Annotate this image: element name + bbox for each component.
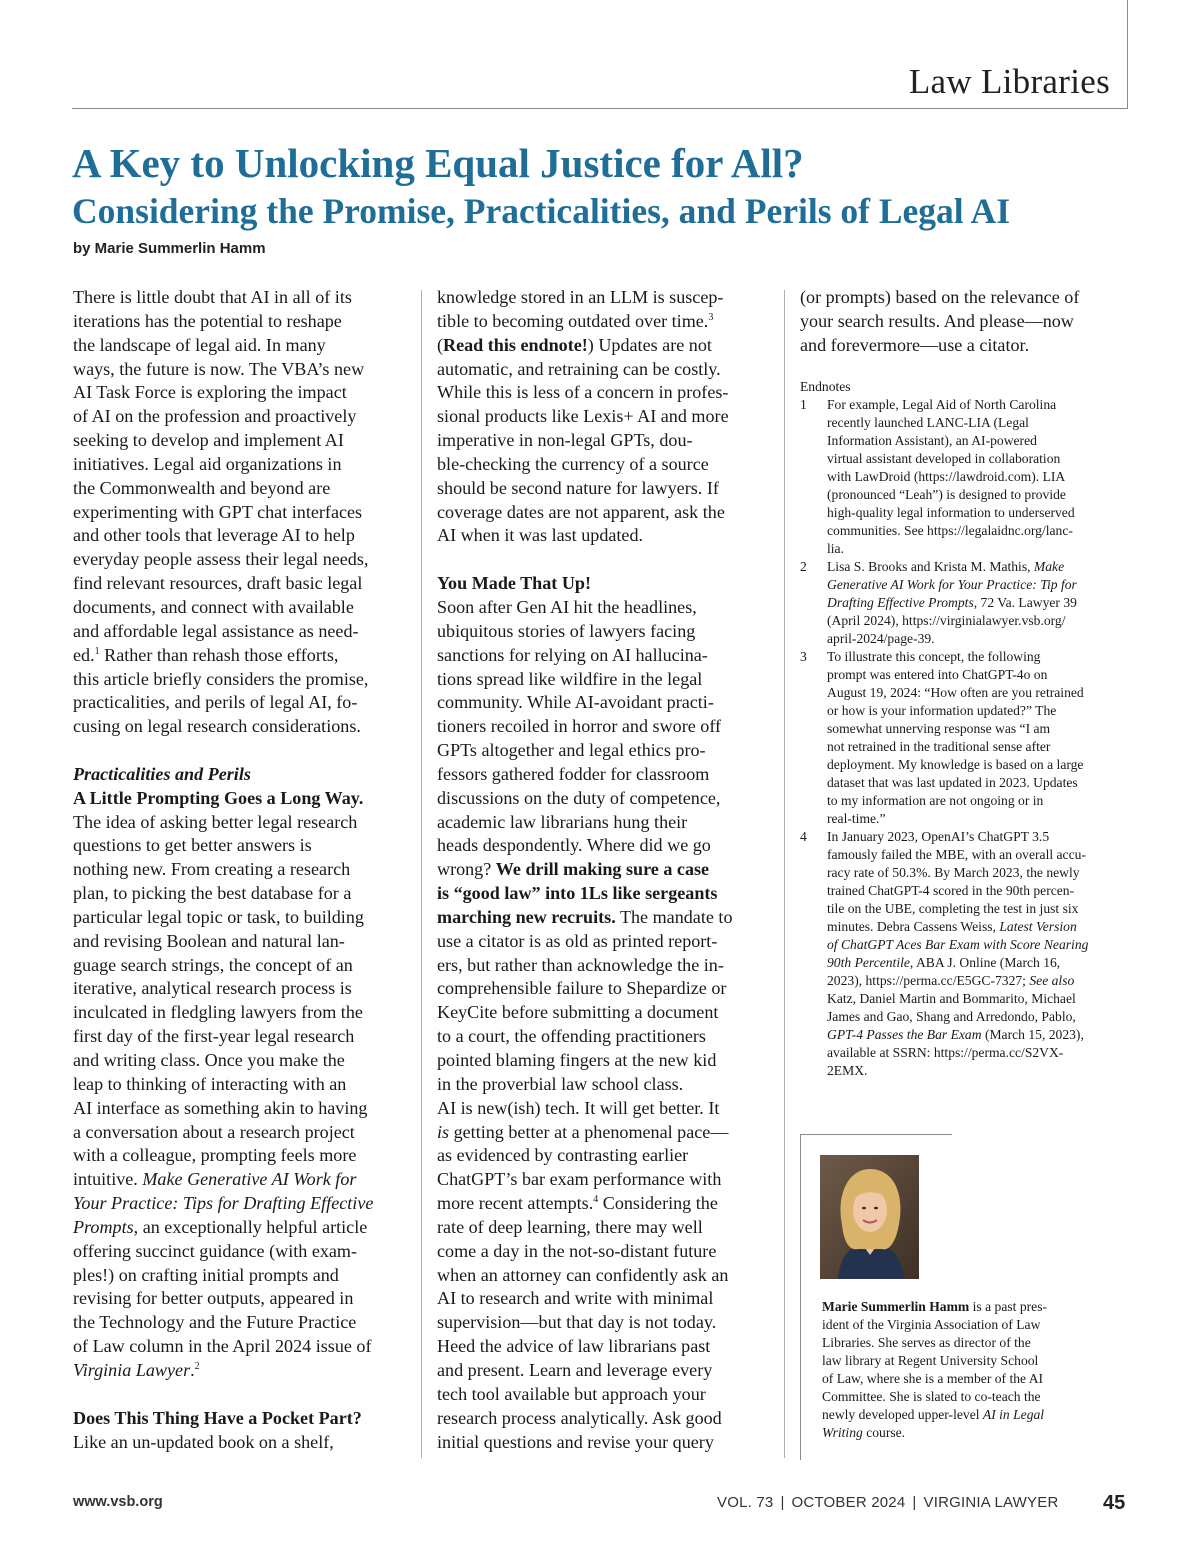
text-line: Soon after Gen AI hit the headlines, (437, 596, 697, 617)
text-line: tech tool available but approach your (437, 1383, 706, 1404)
text-line: when an attorney can confidently ask an (437, 1264, 729, 1285)
byline: by Marie Summerlin Hamm (73, 240, 266, 257)
text-line: iterative, analytical research process is (73, 978, 352, 999)
text-line: ble-checking the currency of a source (437, 453, 709, 474)
issue-date: OCTOBER 2024 (791, 1494, 906, 1511)
volume: VOL. 73 (717, 1494, 774, 1511)
article-title: A Key to Unlocking Equal Justice for All? (72, 140, 804, 186)
text-line: and other tools that leverage AI to help (73, 525, 355, 546)
text-line: of AI on the profession and proactively (73, 406, 357, 427)
endnote-ref-1[interactable]: 1 (94, 645, 100, 657)
text-line: GPTs altogether and legal ethics pro- (437, 740, 706, 761)
author-portrait-image (820, 1155, 919, 1279)
text-line: tioners recoiled in horror and swore off (437, 716, 722, 737)
text-line: ways, the future is now. The VBA’s new (73, 358, 365, 379)
text-line: find relevant resources, draft basic legal (73, 573, 363, 594)
text-line: everyday people assess their legal needs, (73, 549, 369, 570)
text-line: and revising Boolean and natural lan- (73, 930, 345, 951)
text-line: tions spread like wildfire in the legal (437, 668, 703, 689)
text-line: particular legal topic or task, to building (73, 906, 364, 927)
text-line: in the proverbial law school class. (437, 1073, 684, 1094)
text-line: AI is new(ish) tech. It will get better. It (437, 1097, 720, 1118)
text-line: more recent attempts.$^4$ Considering the (437, 1193, 718, 1214)
intro-paragraph (73, 286, 413, 739)
text-line: ples!) on crafting initial prompts and (73, 1264, 339, 1285)
endnote-4: 4 In January 2023, OpenAI’s ChatGPT 3.5 famously failed the MBE, with an overall accu- racy rate of 50.3%. By March 2023, the newly trained ChatGPT-4 scored in the 90th percen- tile on the UBE, completing the test in just six minutes. Debra Cassens Weiss, Latest Version of ChatGPT Aces Bar Exam with Score Nearing 90th Percentile, ABA J. Online (March 16, 2023), https://perma.cc/E5GC-7327; See also Katz, Daniel Martin and Bommarito, Michael James and Gao, Shang and Arredondo, Pablo, GPT-4 Passes the Bar Exam (March 15, 2023), available at SSRN: https://perma.cc/S2VX- 2EMX. (800, 829, 1089, 1078)
endnote-number: 3 (800, 649, 807, 664)
subsection-heading: Does This Thing Have a Pocket Part? (73, 1407, 362, 1428)
text-line: cusing on legal research considerations. (73, 716, 361, 737)
text-line: guage search strings, the concept of an (73, 954, 353, 975)
text-line: questions to get better answers is (73, 835, 312, 856)
text-line: AI Task Force is exploring the impact (73, 382, 347, 403)
text-line: as evidenced by contrasting earlier (437, 1145, 689, 1166)
text-line: seeking to develop and implement AI (73, 430, 344, 451)
text-line: is getting better at a phenomenal pace— (437, 1121, 729, 1142)
text-line: AI when it was last updated. (437, 525, 644, 546)
column-1 (73, 286, 413, 1454)
text-line: and present. Learn and leverage every (437, 1359, 713, 1380)
text-line: documents, and connect with available (73, 596, 354, 617)
text-line: coverage dates are not apparent, ask the (437, 501, 725, 522)
text-line: KeyCite before submitting a document (437, 1002, 719, 1023)
endnote-2: 2 Lisa S. Brooks and Krista M. Mathis, Make Generative AI Work for Your Practice: Tip for Drafting Effective Prompts, 72 Va. Lawyer 39 (April 2024), https://virginialawyer.vsb.org/ april-2024/page-39. (800, 559, 1077, 646)
text-line: There is little doubt that AI in all of its (73, 287, 352, 307)
text-line: knowledge stored in an LLM is suscep- (437, 287, 724, 307)
text-line: comprehensible failure to Shepardize or (437, 978, 727, 999)
footer-issue-info: VOL. 73 | OCTOBER 2024 | VIRGINIA LAWYER (717, 1494, 1059, 1511)
text-line: supervision—but that day is not today. (437, 1312, 717, 1333)
text-line: Heed the advice of law librarians past (437, 1336, 711, 1357)
endnote-ref-2[interactable]: 2 (194, 1360, 200, 1372)
author-name: Marie Summerlin Hamm (822, 1299, 970, 1314)
text-line: sanctions for relying on AI hallucina- (437, 644, 708, 665)
endnote-ref-4[interactable]: 4 (593, 1194, 599, 1206)
endnote-number: 4 (800, 829, 807, 844)
text-line: tible to becoming outdated over time.$^3$ (437, 310, 714, 331)
text-line: revising for better outputs, appeared in (73, 1288, 354, 1309)
text-line: discussions on the duty of competence, (437, 787, 721, 808)
text-line: rate of deep learning, there may well (437, 1216, 703, 1237)
text-line: sional products like Lexis+ AI and more (437, 406, 729, 427)
publication-name: VIRGINIA LAWYER (923, 1494, 1059, 1511)
text-line: and writing class. Once you make the (73, 1050, 345, 1070)
endnote-ref-3[interactable]: 3 (708, 311, 714, 323)
endnote-3: 3 To illustrate this concept, the following prompt was entered into ChatGPT-4o on August 19, 2024: “How often are you retrained or how is your information updated?” The somewhat unnerving response was “I am not retrained in the traditional sense after deployment. My knowledge is based on a large dataset that was last updated in 2023. Updates to my information are not ongoing or in real-time.” (800, 649, 1084, 826)
text-line: your search results. And please—now (800, 310, 1074, 331)
text-line: Prompts, an exceptionally helpful article (73, 1216, 368, 1237)
text-line: ers, but rather than acknowledge the in- (437, 954, 724, 975)
column-2 (437, 286, 767, 1454)
text-line: and affordable legal assistance as need- (73, 620, 359, 641)
section-heading: Practicalities and Perils (73, 763, 251, 784)
text-line: initiatives. Legal aid organizations in (73, 453, 342, 474)
text-line: ChatGPT’s bar exam performance with (437, 1169, 722, 1190)
text-line: the Technology and the Future Practice (73, 1312, 357, 1333)
column-divider (421, 290, 422, 1458)
endnotes (800, 378, 1130, 1080)
endnote-1: 1 For example, Legal Aid of North Carolina recently launched LANC-LIA (Legal Information Assistant), an AI-powered virtual assistant developed in collaboration with LawDroid (https://lawdroid.com). LIA (pronounced “Leah”) is designed to provide high-quality legal information to underserved communities. See https://legalaidnc.org/lanc- lia. (800, 397, 1075, 556)
text-line: nothing new. From creating a research (73, 859, 351, 880)
text-line: Your Practice: Tips for Drafting Effective (73, 1193, 374, 1214)
header-horizontal-rule (72, 108, 1128, 109)
photo-frame-rule (800, 1134, 952, 1135)
text-line: ubiquitous stories of lawyers facing (437, 620, 696, 641)
prompting-paragraph (73, 811, 413, 1383)
text-line: automatic, and retraining can be costly. (437, 358, 721, 379)
text-line: to a court, the offending practitioners (437, 1026, 706, 1047)
text-line: fessors gathered fodder for classroom (437, 763, 710, 784)
text-line: wrong? We drill making sure a case (437, 859, 710, 880)
author-photo (820, 1155, 919, 1279)
text-line: research process analytically. Ask good (437, 1407, 722, 1428)
text-line: the Commonwealth and beyond are (73, 477, 331, 498)
column-3 (800, 286, 1126, 358)
text-line: ed.$^1$ Rather than rehash those efforts, (73, 644, 339, 665)
section-label: Law Libraries (908, 62, 1110, 101)
text-line: leap to thinking of interacting with an (73, 1073, 347, 1094)
text-line: and forevermore—use a citator. (800, 334, 1030, 355)
text-line: of Law column in the April 2024 issue of (73, 1336, 372, 1357)
text-line: community. While AI-avoidant practi- (437, 692, 714, 713)
text-line: (Read this endnote!) Updates are not (437, 334, 712, 355)
text-line: heads despondently. Where did we go (437, 835, 711, 856)
header-vertical-rule (1127, 0, 1128, 108)
text-line: iterations has the potential to reshape (73, 310, 342, 331)
author-bio: Marie Summerlin Hamm is a past pres- ident of the Virginia Association of Law Libraries. She serves as director of the law library at Regent University School of Law, where she is a member of the AI Committee. She is slated to co-teach the newly developed upper-level AI in Legal Writing course. (822, 1299, 1048, 1440)
text-line: offering succinct guidance (with exam- (73, 1240, 358, 1261)
text-line: imperative in non-legal GPTs, dou- (437, 430, 693, 451)
text-line: experimenting with GPT chat interfaces (73, 501, 363, 522)
text-line: intuitive. Make Generative AI Work for (73, 1169, 357, 1190)
text-line: inculcated in fledgling lawyers from the (73, 1002, 363, 1023)
column-divider (784, 290, 785, 1458)
page-number: 45 (1103, 1492, 1126, 1514)
text-line: The idea of asking better legal research (73, 811, 358, 832)
text-line: should be second nature for lawyers. If (437, 477, 719, 498)
subsection-heading: You Made That Up! (437, 573, 591, 594)
endnote-number: 1 (800, 397, 807, 412)
text-line: initial questions and revise your query (437, 1431, 714, 1452)
text-line: plan, to picking the best database for a (73, 883, 352, 904)
article-subtitle: Considering the Promise, Practicalities, and Perils of Legal AI (72, 191, 1011, 231)
endnotes-heading: Endnotes (800, 379, 851, 394)
text-line: first day of the first-year legal research (73, 1026, 355, 1047)
footer-url[interactable]: www.vsb.org (73, 1494, 163, 1510)
text-line: AI interface as something akin to having (73, 1097, 368, 1118)
text-line: come a day in the not-so-distant future (437, 1240, 717, 1261)
endnote-number: 2 (800, 559, 807, 574)
text-line: Virginia Lawyer.$^2$ (73, 1359, 200, 1380)
text-line: (or prompts) based on the relevance of (800, 287, 1080, 307)
text-line: use a citator is as old as printed report- (437, 930, 718, 951)
text-line: practicalities, and perils of legal AI, fo- (73, 692, 358, 713)
text-line: a conversation about a research project (73, 1121, 355, 1142)
photo-frame-rule (800, 1134, 801, 1460)
text-line: marching new recruits. The mandate to (437, 906, 733, 927)
text-line: is “good law” into 1Ls like sergeants (437, 883, 718, 904)
text-line: While this is less of a concern in profes- (437, 382, 729, 403)
text-line: AI to research and write with minimal (437, 1288, 714, 1309)
text-line: Like an un-updated book on a shelf, (73, 1431, 334, 1452)
text-line: this article briefly considers the promise, (73, 668, 369, 689)
text-line: pointed blaming fingers at the new kid (437, 1050, 717, 1070)
text-line: academic law librarians hung their (437, 811, 688, 832)
text-line: with a colleague, prompting feels more (73, 1145, 357, 1166)
text-line: the landscape of legal aid. In many (73, 334, 326, 355)
subsection-heading: A Little Prompting Goes a Long Way. (73, 787, 364, 808)
